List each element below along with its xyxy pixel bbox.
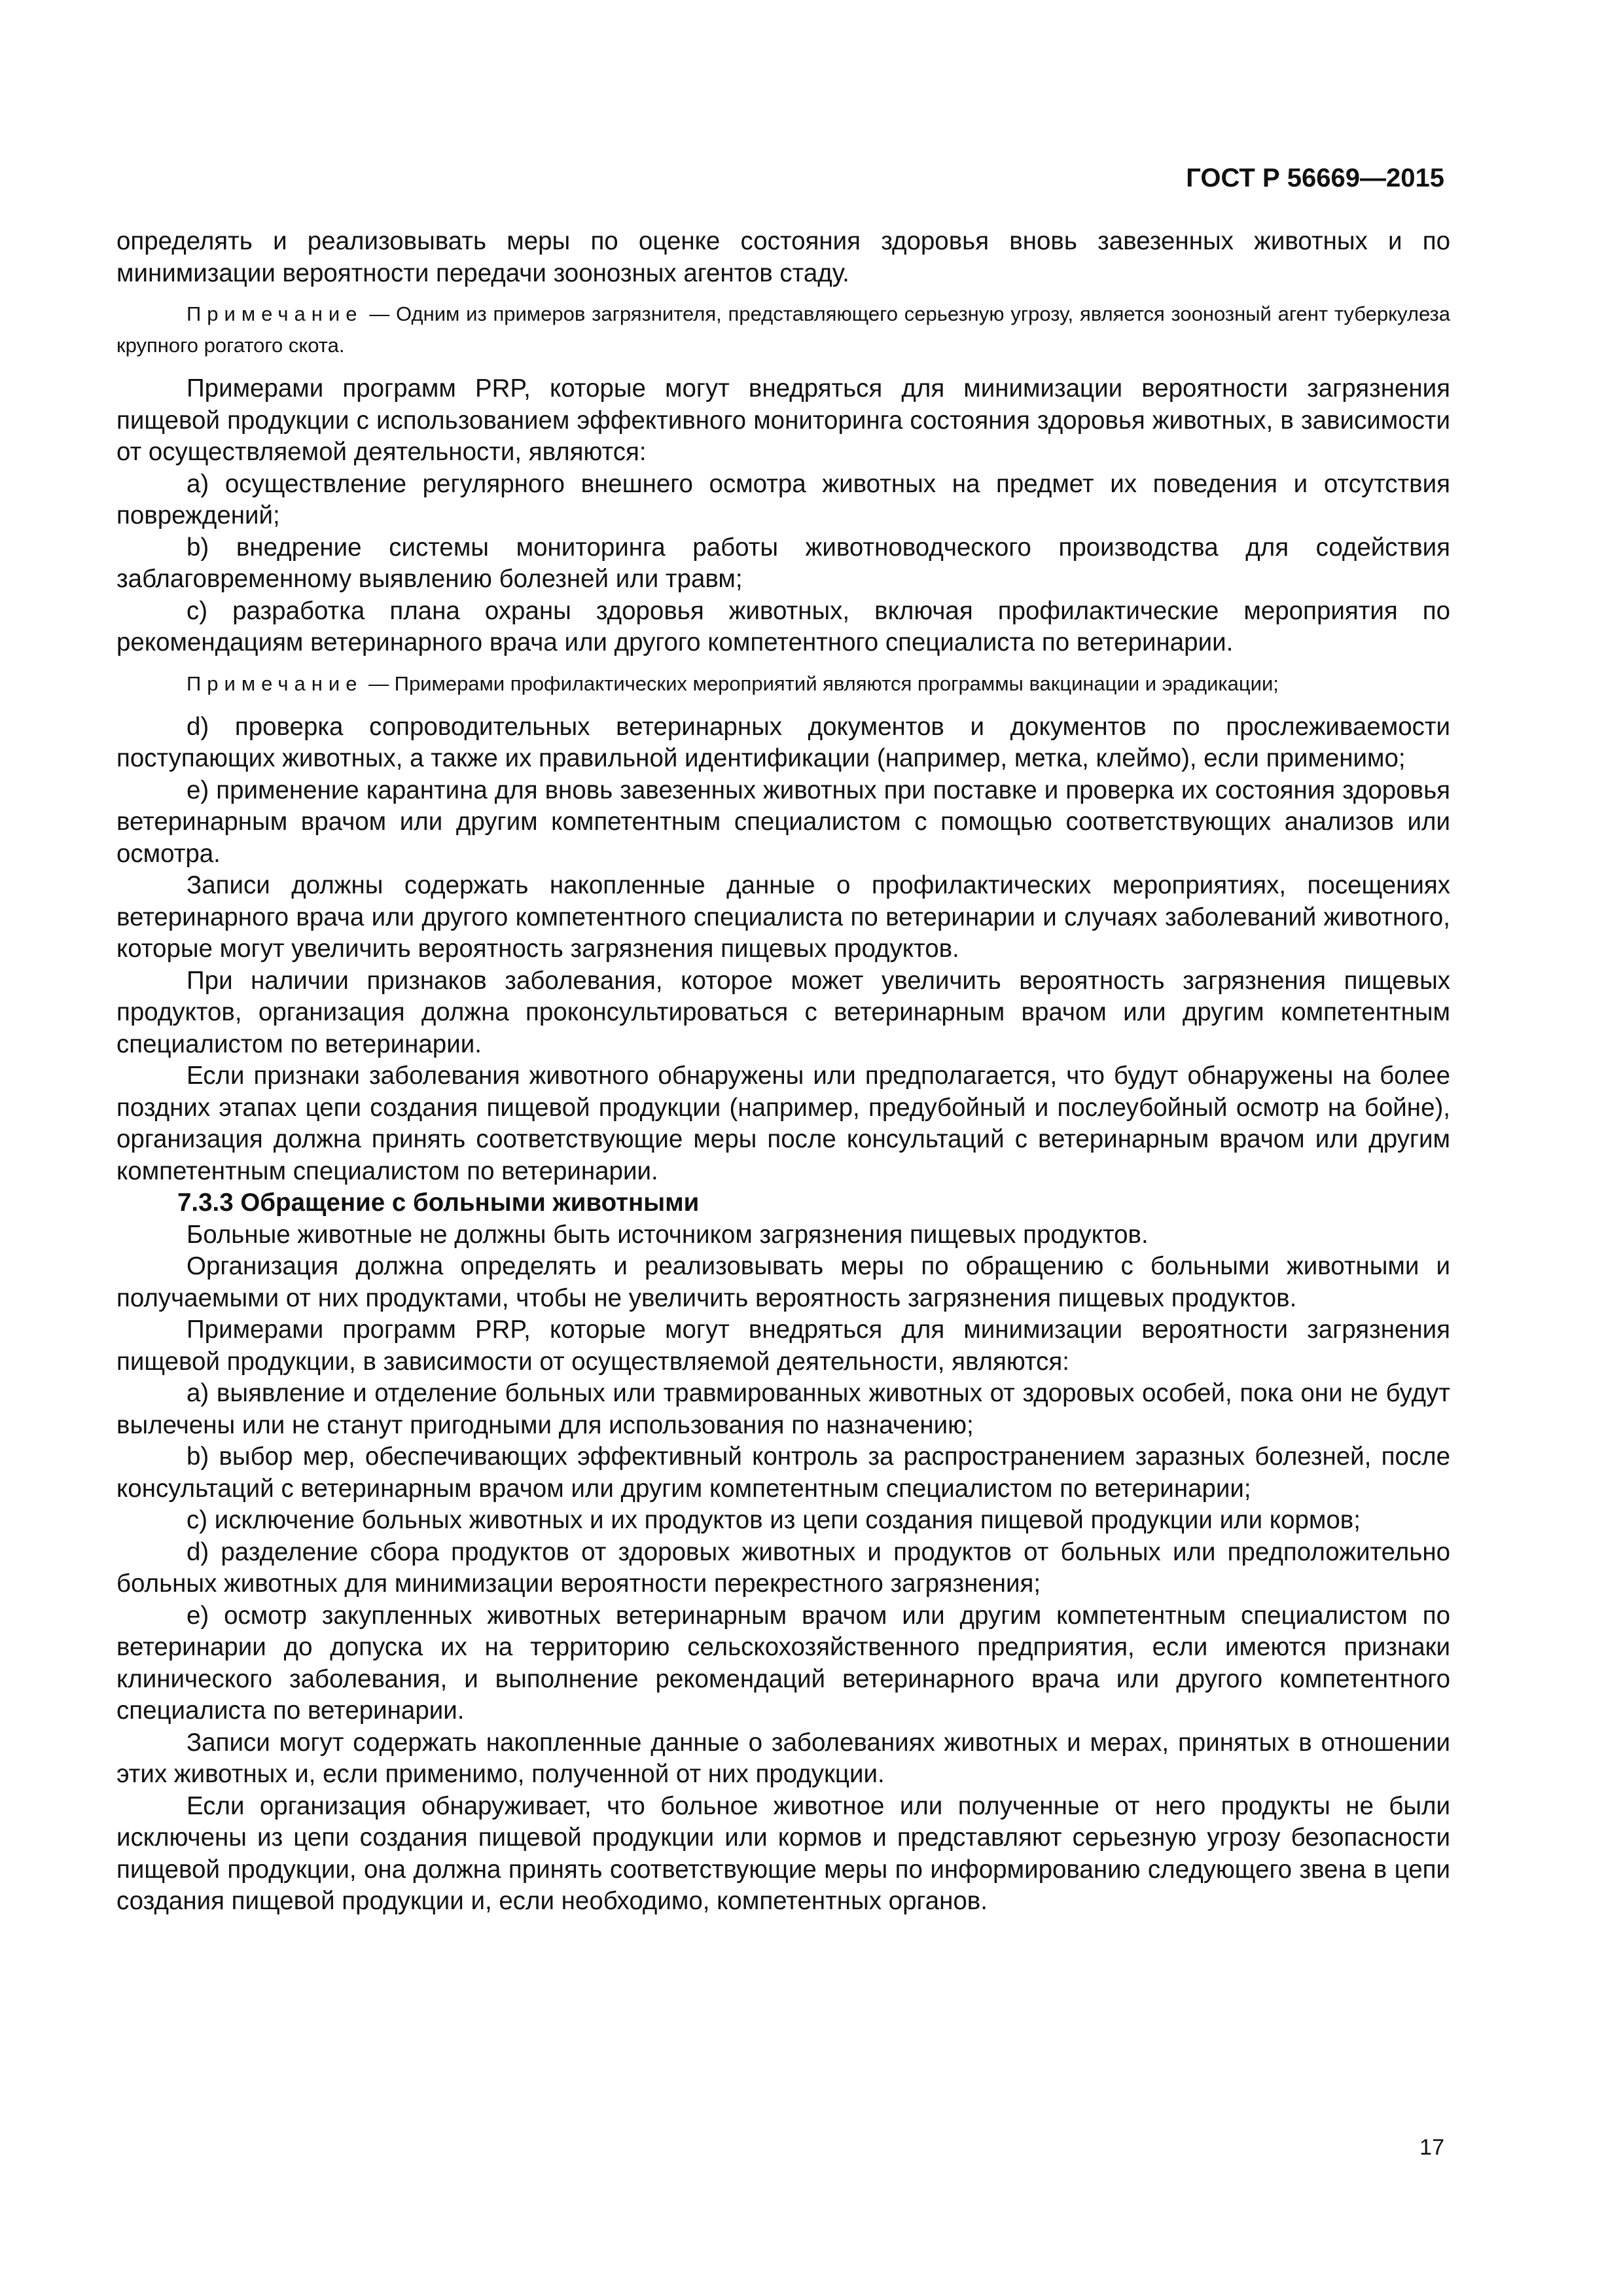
paragraph: Больные животные не должны быть источником загрязнения пищевых продуктов.: [187, 1220, 1149, 1249]
paragraph: Если организация обнаруживает, что больное животное или полученные от него продукты не были исключены из цепи создания пищевой продукции или кормов и представляют серьезную угрозу безопасности пищевой продукции, она должна принять соответствующие меры по информированию следующего звена в цепи создания пищевой продукции и, если необходимо, компетентных органов.: [116, 1791, 1450, 1915]
list-item: a) выявление и отделение больных или травмированных животных от здоровых особей, пока они не будут вылечены или не станут пригодными для использования по назначению;: [116, 1379, 1450, 1439]
section-heading: 7.3.3 Обращение с больными животными: [177, 1189, 700, 1217]
paragraph: Записи могут содержать накопленные данные о заболеваниях животных и мерах, принятых в отношении этих животных и, если применимо, полученной от них продукции.: [116, 1728, 1450, 1788]
document-code: ГОСТ Р 56669—2015: [1186, 164, 1444, 192]
list-item: c) разработка плана охраны здоровья животных, включая профилактические мероприятия по рекомендациям ветеринарного врача или другого компетентного специалиста по ветеринарии.: [116, 596, 1450, 656]
paragraph: Организация должна определять и реализовывать меры по обращению с больными животными и получаемыми от них продуктами, чтобы не увеличить вероятность загрязнения пищевых продуктов.: [116, 1252, 1450, 1312]
paragraph: определять и реализовывать меры по оценке состояния здоровья вновь завезенных животных и по минимизации вероятности передачи зоонозных агентов стаду.: [116, 227, 1450, 287]
paragraph: Примерами программ PRP, которые могут внедряться для минимизации вероятности загрязнения пищевой продукции с использованием эффективного мониторинга состояния здоровья животных, в зависимости от осуществляемой деятельности, являются:: [116, 374, 1450, 466]
list-item: b) выбор мер, обеспечивающих эффективный контроль за распространением заразных болезней, после консультаций с ветеринарным врачом или другим компетентным специалистом по ветеринарии;: [116, 1443, 1450, 1503]
paragraph: Записи должны содержать накопленные данные о профилактических мероприятиях, посещениях ветеринарного врача или другого компетентного специалиста по ветеринарии и случаях заболеваний животного, которые могут увеличить вероятность загрязнения пищевых продуктов.: [116, 871, 1450, 963]
list-item: e) применение карантина для вновь завезенных животных при поставке и проверка их состояния здоровья ветеринарным врачом или другим компетентным специалистом с помощью соответствующих анализов или осмотра.: [116, 776, 1450, 868]
note-text: — Примерами профилактических мероприятий являются программы вакцинации и эрадикации;: [368, 672, 1279, 695]
list-item: b) внедрение системы мониторинга работы животноводческого производства для содействия заблаговременному выявлению болезней или травм;: [116, 533, 1450, 593]
list-item: c) исключение больных животных и их продуктов из цепи создания пищевой продукции или кормов;: [187, 1506, 1361, 1534]
paragraph: Примерами программ PRP, которые могут внедряться для минимизации вероятности загрязнения пищевой продукции, в зависимости от осуществляемой деятельности, являются:: [116, 1316, 1450, 1376]
note-label: Примечание: [187, 302, 363, 325]
paragraph: При наличии признаков заболевания, которое может увеличить вероятность загрязнения пищевых продуктов, организация должна проконсультироваться с ветеринарным врачом или другим компетентным специалистом по ветеринарии.: [116, 966, 1450, 1058]
list-item: e) осмотр закупленных животных ветеринарным врачом или другим компетентным специалистом по ветеринарии до допуска их на территорию сельскохозяйственного предприятия, если имеются признаки клинического заболевания, и выполнение рекомендаций ветеринарного врача или другого компетентного специалиста по ветеринарии.: [116, 1601, 1450, 1725]
list-item: d) проверка сопроводительных ветеринарных документов и документов по прослеживаемости поступающих животных, а также их правильной идентификации (например, метка, клеймо), если применимо;: [116, 712, 1450, 772]
page-number: 17: [1419, 2135, 1444, 2160]
note-label: Примечание: [187, 672, 363, 695]
paragraph: Если признаки заболевания животного обнаружены или предполагается, что будут обнаружены на более поздних этапах цепи создания пищевой продукции (например, предубойный и послеубойный осмотр на бойне), организация должна принять соответствующие меры после консультаций с ветеринарным врачом или другим компетентным специалистом по ветеринарии.: [116, 1062, 1450, 1185]
list-item: d) разделение сбора продуктов от здоровых животных и продуктов от больных или предположительно больных животных для минимизации вероятности перекрестного загрязнения;: [116, 1537, 1450, 1598]
note-text: — Одним из примеров загрязнителя, представляющего серьезную угрозу, является зоонозный агент туберкулеза крупного рогатого скота.: [116, 302, 1450, 357]
note: [116, 298, 1450, 361]
note: [116, 668, 1450, 700]
list-item: a) осуществление регулярного внешнего осмотра животных на предмет их поведения и отсутствия повреждений;: [116, 469, 1450, 529]
page-body: [116, 226, 1450, 1918]
